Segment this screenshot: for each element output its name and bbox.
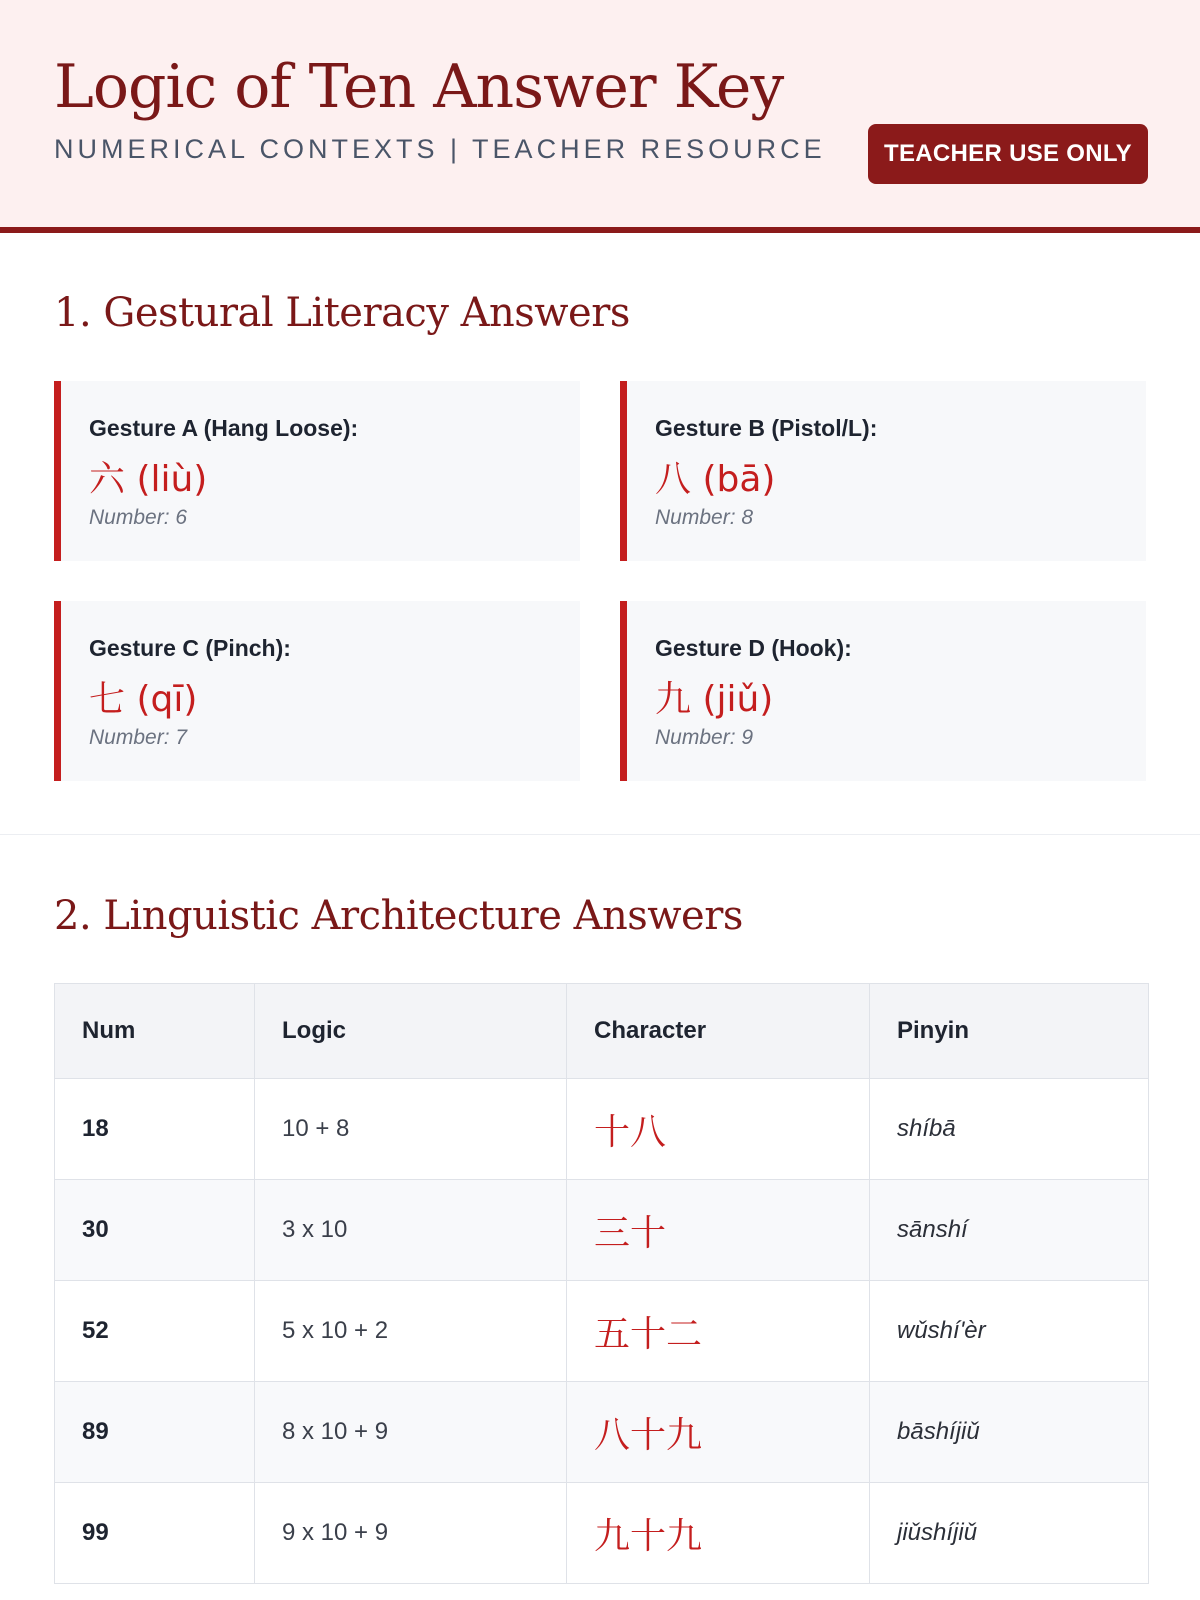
cell-logic: 5 x 10 + 2 — [255, 1281, 567, 1382]
gesture-label: Gesture A (Hang Loose): — [89, 415, 359, 441]
cell-num: 89 — [55, 1382, 255, 1483]
cell-character: 八十九 — [567, 1382, 870, 1483]
gesture-number: Number: 7 — [89, 726, 188, 749]
column-header-pinyin: Pinyin — [870, 984, 1149, 1079]
table-row — [55, 1180, 1149, 1281]
gesture-label: Gesture D (Hook): — [655, 635, 852, 661]
gesture-answer: 七 (qī) — [89, 679, 198, 720]
column-header-num: Num — [55, 984, 255, 1079]
cell-num: 30 — [55, 1180, 255, 1281]
column-header-logic: Logic — [255, 984, 567, 1079]
cell-logic: 9 x 10 + 9 — [255, 1483, 567, 1584]
cell-character: 五十二 — [567, 1281, 870, 1382]
gesture-card-d — [620, 601, 1146, 781]
cell-pinyin: jiǔshíjiǔ — [870, 1483, 1149, 1584]
page-subtitle: NUMERICAL CONTEXTS | TEACHER RESOURCE — [54, 134, 826, 164]
cell-pinyin: sānshí — [870, 1180, 1149, 1281]
answer-table-grid — [54, 983, 1149, 1584]
cell-character: 九十九 — [567, 1483, 870, 1584]
cell-num: 52 — [55, 1281, 255, 1382]
gesture-card-b — [620, 381, 1146, 561]
cell-character: 十八 — [567, 1079, 870, 1180]
gesture-answer: 六 (liù) — [89, 459, 208, 500]
section-divider — [0, 834, 1200, 835]
cell-character: 三十 — [567, 1180, 870, 1281]
gesture-number: Number: 8 — [655, 506, 754, 529]
table-row — [55, 1281, 1149, 1382]
gesture-card-c — [54, 601, 580, 781]
table-row — [55, 1483, 1149, 1584]
answer-table — [54, 983, 1148, 1584]
gesture-number: Number: 9 — [655, 726, 754, 749]
cell-pinyin: shíbā — [870, 1079, 1149, 1180]
cell-pinyin: bāshíjiǔ — [870, 1382, 1149, 1483]
table-row — [55, 1079, 1149, 1180]
gesture-answer: 八 (bā) — [655, 459, 776, 500]
gesture-number: Number: 6 — [89, 506, 188, 529]
table-row — [55, 1382, 1149, 1483]
gesture-label: Gesture B (Pistol/L): — [655, 415, 878, 441]
cell-logic: 8 x 10 + 9 — [255, 1382, 567, 1483]
gesture-label: Gesture C (Pinch): — [89, 635, 291, 661]
cell-pinyin: wǔshí'èr — [870, 1281, 1149, 1382]
page-title: Logic of Ten Answer Key — [54, 52, 784, 122]
page-header — [0, 0, 1200, 233]
section-gestural-title: 1. Gestural Literacy Answers — [54, 290, 630, 336]
teacher-use-badge: TEACHER USE ONLY — [868, 124, 1148, 184]
section-linguistic-title: 2. Linguistic Architecture Answers — [54, 893, 743, 939]
gesture-answer: 九 (jiǔ) — [655, 679, 774, 720]
table-header-row — [55, 984, 1149, 1079]
cell-num: 18 — [55, 1079, 255, 1180]
cell-logic: 3 x 10 — [255, 1180, 567, 1281]
gesture-card-a — [54, 381, 580, 561]
cell-logic: 10 + 8 — [255, 1079, 567, 1180]
cell-num: 99 — [55, 1483, 255, 1584]
column-header-character: Character — [567, 984, 870, 1079]
